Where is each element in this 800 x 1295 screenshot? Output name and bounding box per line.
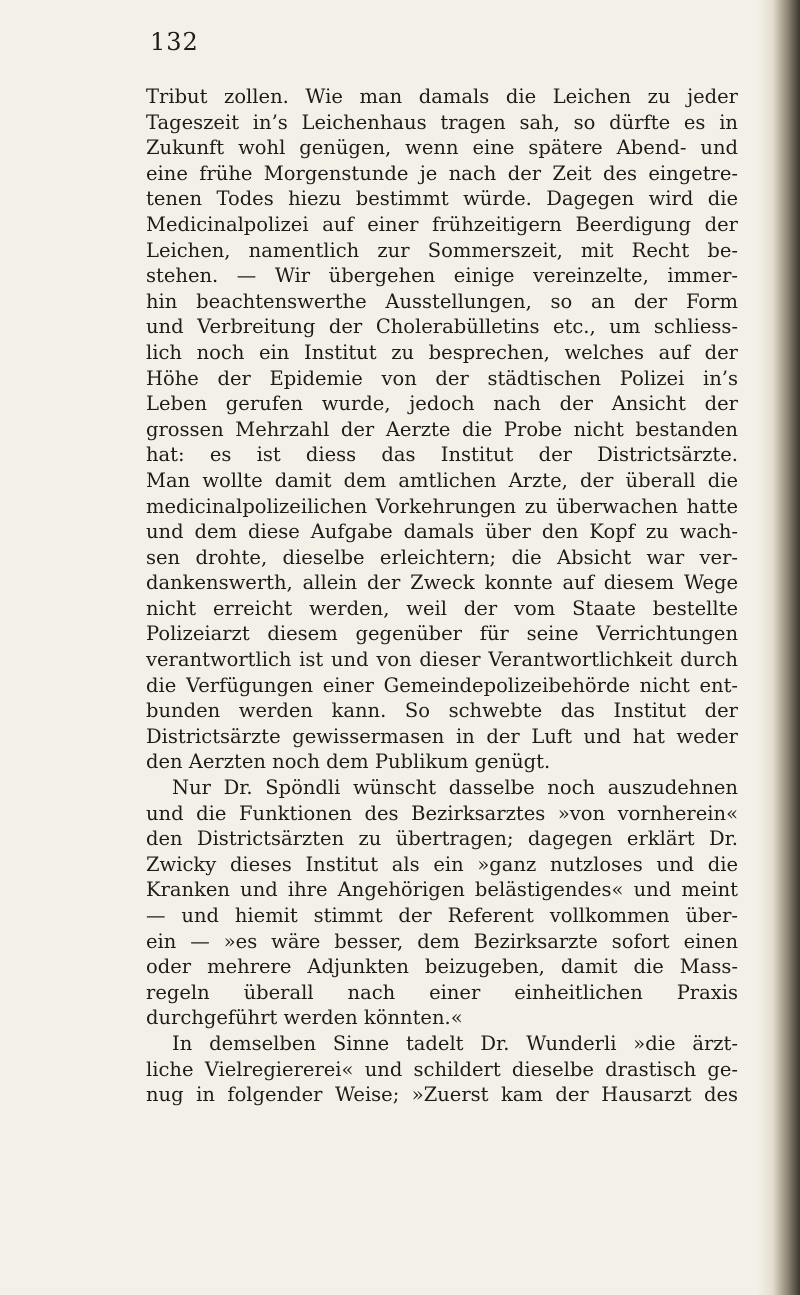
text-line: lich noch ein Institut zu besprechen, welches auf der [146, 340, 738, 364]
body-text [146, 84, 738, 1108]
text-line: nicht erreicht werden, weil der vom Staate bestellte [146, 596, 738, 620]
text-line: dankenswerth, allein der Zweck konnte auf diesem Wege [146, 571, 738, 595]
text-line: Kranken und ihre Angehörigen belästigendes« und meint [146, 878, 738, 902]
text-line: — und hiemit stimmt der Referent vollkommen über- [146, 904, 738, 927]
text-line: und Verbreitung der Cholerabülletins etc., um schliess- [146, 315, 738, 339]
text-line: durchgeführt werden könnten.« [146, 1006, 463, 1030]
text-line: Medicinalpolizei auf einer frühzeitigern Beerdigung der [146, 212, 738, 236]
text-line: tenen Todes hiezu bestimmt würde. Dagegen wird die [146, 187, 738, 211]
text-line: Man wollte damit dem amtlichen Arzte, der überall die [146, 468, 738, 492]
text-line: Districtsärzte gewissermasen in der Luft und hat weder [146, 724, 738, 748]
page-number: 132 [150, 28, 199, 56]
text-line: liche Vielregiererei« und schildert dieselbe drastisch ge- [146, 1057, 738, 1081]
text-line: nug in folgender Weise; »Zuerst kam der Hausarzt des [146, 1083, 738, 1107]
text-line: die Verfügungen einer Gemeindepolizeibehörde nicht ent- [146, 673, 738, 697]
text-line: hat: es ist diess das Institut der Districtsärzte. [146, 443, 738, 467]
text-line: hin beachtenswerthe Ausstellungen, so an der Form [146, 289, 738, 313]
text-line: Leben gerufen wurde, jedoch nach der Ansicht der [146, 392, 738, 416]
text-line: stehen. — Wir übergehen einige vereinzelte, immer- [146, 264, 738, 288]
text-line: den Districtsärzten zu übertragen; dagegen erklärt Dr. [146, 827, 738, 851]
text-line: medicinalpolizeilichen Vorkehrungen zu überwachen hatte [146, 494, 738, 518]
text-line: und dem diese Aufgabe damals über den Kopf zu wach- [146, 520, 738, 544]
text-line: Nur Dr. Spöndli wünscht dasselbe noch auszudehnen [172, 776, 738, 800]
text-line: grossen Mehrzahl der Aerzte die Probe nicht bestanden [146, 417, 738, 441]
text-line: ein — »es wäre besser, dem Bezirksarzte sofort einen [146, 929, 738, 953]
text-line: Tribut zollen. Wie man damals die Leichen zu jeder [146, 85, 738, 108]
text-line: regeln überall nach einer einheitlichen Praxis [146, 980, 738, 1004]
text-line: oder mehrere Adjunkten beizugeben, damit die Mass- [146, 955, 738, 979]
page-edge-shadow [758, 0, 800, 1295]
text-line: In demselben Sinne tadelt Dr. Wunderli »die ärzt- [172, 1031, 738, 1055]
text-line: Höhe der Epidemie von der städtischen Polizei in’s [146, 366, 738, 390]
text-line: sen drohte, dieselbe erleichtern; die Absicht war ver- [146, 545, 738, 569]
text-line: Zwicky dieses Institut als ein »ganz nutzloses und die [146, 852, 738, 876]
text-line: Leichen, namentlich zur Sommerszeit, mit Recht be- [146, 238, 738, 262]
text-line: Zukunft wohl genügen, wenn eine spätere Abend- und [146, 136, 738, 160]
text-line: eine frühe Morgenstunde je nach der Zeit des eingetre- [146, 161, 738, 185]
text-line: bunden werden kann. So schwebte das Institut der [146, 699, 738, 723]
text-line: Tageszeit in’s Leichenhaus tragen sah, so dürfte es in [146, 110, 738, 134]
text-line: den Aerzten noch dem Publikum genügt. [146, 750, 551, 774]
text-line: Polizeiarzt diesem gegenüber für seine Verrichtungen [146, 622, 738, 646]
text-line: verantwortlich ist und von dieser Verantwortlichkeit durch [146, 648, 738, 672]
text-line: und die Funktionen des Bezirksarztes »von vornherein« [146, 801, 738, 825]
